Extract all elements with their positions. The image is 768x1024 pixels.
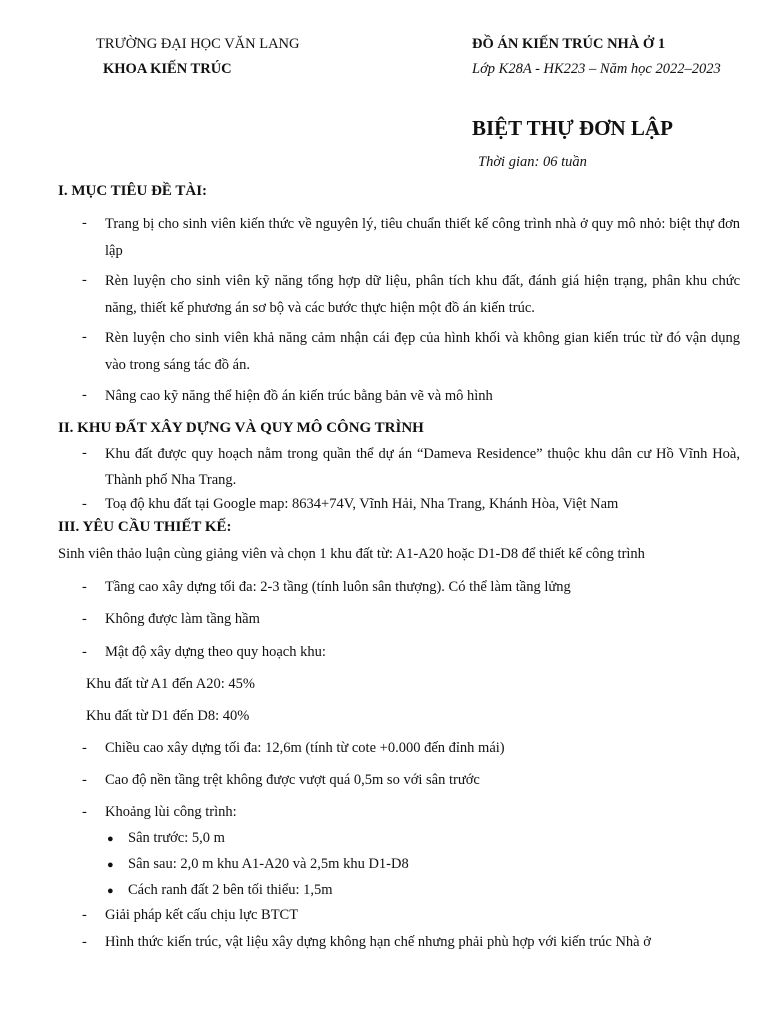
setback-item: Sân sau: 2,0 m khu A1-A20 và 2,5m khu D1-D8 [128, 856, 409, 872]
section-1-heading: I. MỤC TIÊU ĐỀ TÀI: [58, 183, 208, 199]
density-d: Khu đất từ D1 đến D8: 40% [86, 708, 250, 724]
dash-marker: - [82, 329, 87, 345]
list-item: Khu đất được quy hoạch nằm trong quần thể dự án “Dameva Residence” thuộc khu dân cư Hồ Vĩnh Hoà, Thành phố Nha Trang. [105, 446, 740, 488]
list-item: Chiều cao xây dựng tối đa: 12,6m (tính từ cote +0.000 đến đỉnh mái) [105, 740, 505, 756]
section-2-heading: II. KHU ĐẤT XÂY DỰNG VÀ QUY MÔ CÔNG TRÌNH [58, 420, 424, 436]
dash-marker: - [82, 387, 87, 403]
dash-marker: - [82, 804, 87, 820]
course-title: ĐỒ ÁN KIẾN TRÚC NHÀ Ở 1 [472, 36, 666, 52]
list-item: Tầng cao xây dựng tối đa: 2-3 tầng (tính luôn sân thượng). Có thể làm tầng lửng [105, 579, 571, 595]
list-item: Trang bị cho sinh viên kiến thức về nguyên lý, tiêu chuẩn thiết kế công trình nhà ở quy mô nhỏ: biệt thự đơn lập [105, 216, 740, 259]
bullet-icon: ● [107, 885, 114, 897]
list-item: Khoảng lùi công trình: [105, 804, 237, 820]
bullet-icon: ● [107, 859, 114, 871]
list-item: Rèn luyện cho sinh viên khả năng cảm nhận cái đẹp của hình khối và không gian kiến trúc từ đó vận dụng vào trong sáng tác đồ án. [105, 330, 740, 373]
dash-marker: - [82, 445, 87, 461]
list-item: Rèn luyện cho sinh viên kỹ năng tổng hợp dữ liệu, phân tích khu đất, đánh giá hiện trạng, phân khu chức năng, thiết kế phương án sơ bộ và các bước thực hiện một đồ án kiến trúc. [105, 273, 740, 316]
dash-marker: - [82, 611, 87, 627]
list-item: Nâng cao kỹ năng thể hiện đồ án kiến trúc bằng bản vẽ và mô hình [105, 388, 493, 404]
dash-marker: - [82, 644, 87, 660]
dash-marker: - [82, 496, 87, 512]
setback-item: Cách ranh đất 2 bên tối thiểu: 1,5m [128, 882, 333, 898]
list-item: Hình thức kiến trúc, vật liệu xây dựng không hạn chế nhưng phải phù hợp với kiến trúc Nhà ở [105, 934, 651, 950]
dash-marker: - [82, 272, 87, 288]
faculty-name: KHOA KIẾN TRÚC [103, 61, 232, 77]
section-3-intro: Sinh viên thảo luận cùng giảng viên và chọn 1 khu đất từ: A1-A20 hoặc D1-D8 để thiết kế công trình [58, 546, 645, 562]
list-item: Giải pháp kết cấu chịu lực BTCT [105, 907, 299, 923]
list-item: Cao độ nền tầng trệt không được vượt quá 0,5m so với sân trước [105, 772, 480, 788]
list-item: Không được làm tầng hầm [105, 611, 260, 627]
dash-marker: - [82, 579, 87, 595]
dash-marker: - [82, 740, 87, 756]
bullet-icon: ● [107, 833, 114, 845]
density-a: Khu đất từ A1 đến A20: 45% [86, 676, 255, 692]
university-name: TRƯỜNG ĐẠI HỌC VĂN LANG [96, 36, 300, 52]
section-3-heading: III. YÊU CẦU THIẾT KẾ: [58, 519, 232, 535]
list-item: Toạ độ khu đất tại Google map: 8634+74V, Vĩnh Hải, Nha Trang, Khánh Hòa, Việt Nam [105, 496, 619, 512]
dash-marker: - [82, 934, 87, 950]
list-item: Mật độ xây dựng theo quy hoạch khu: [105, 644, 326, 660]
setback-item: Sân trước: 5,0 m [128, 830, 225, 846]
dash-marker: - [82, 772, 87, 788]
dash-marker: - [82, 907, 87, 923]
class-info: Lớp K28A - HK223 – Năm học 2022–2023 [472, 61, 721, 77]
duration: Thời gian: 06 tuần [478, 154, 587, 170]
dash-marker: - [82, 215, 87, 231]
document-title: BIỆT THỰ ĐƠN LẬP [472, 116, 673, 140]
